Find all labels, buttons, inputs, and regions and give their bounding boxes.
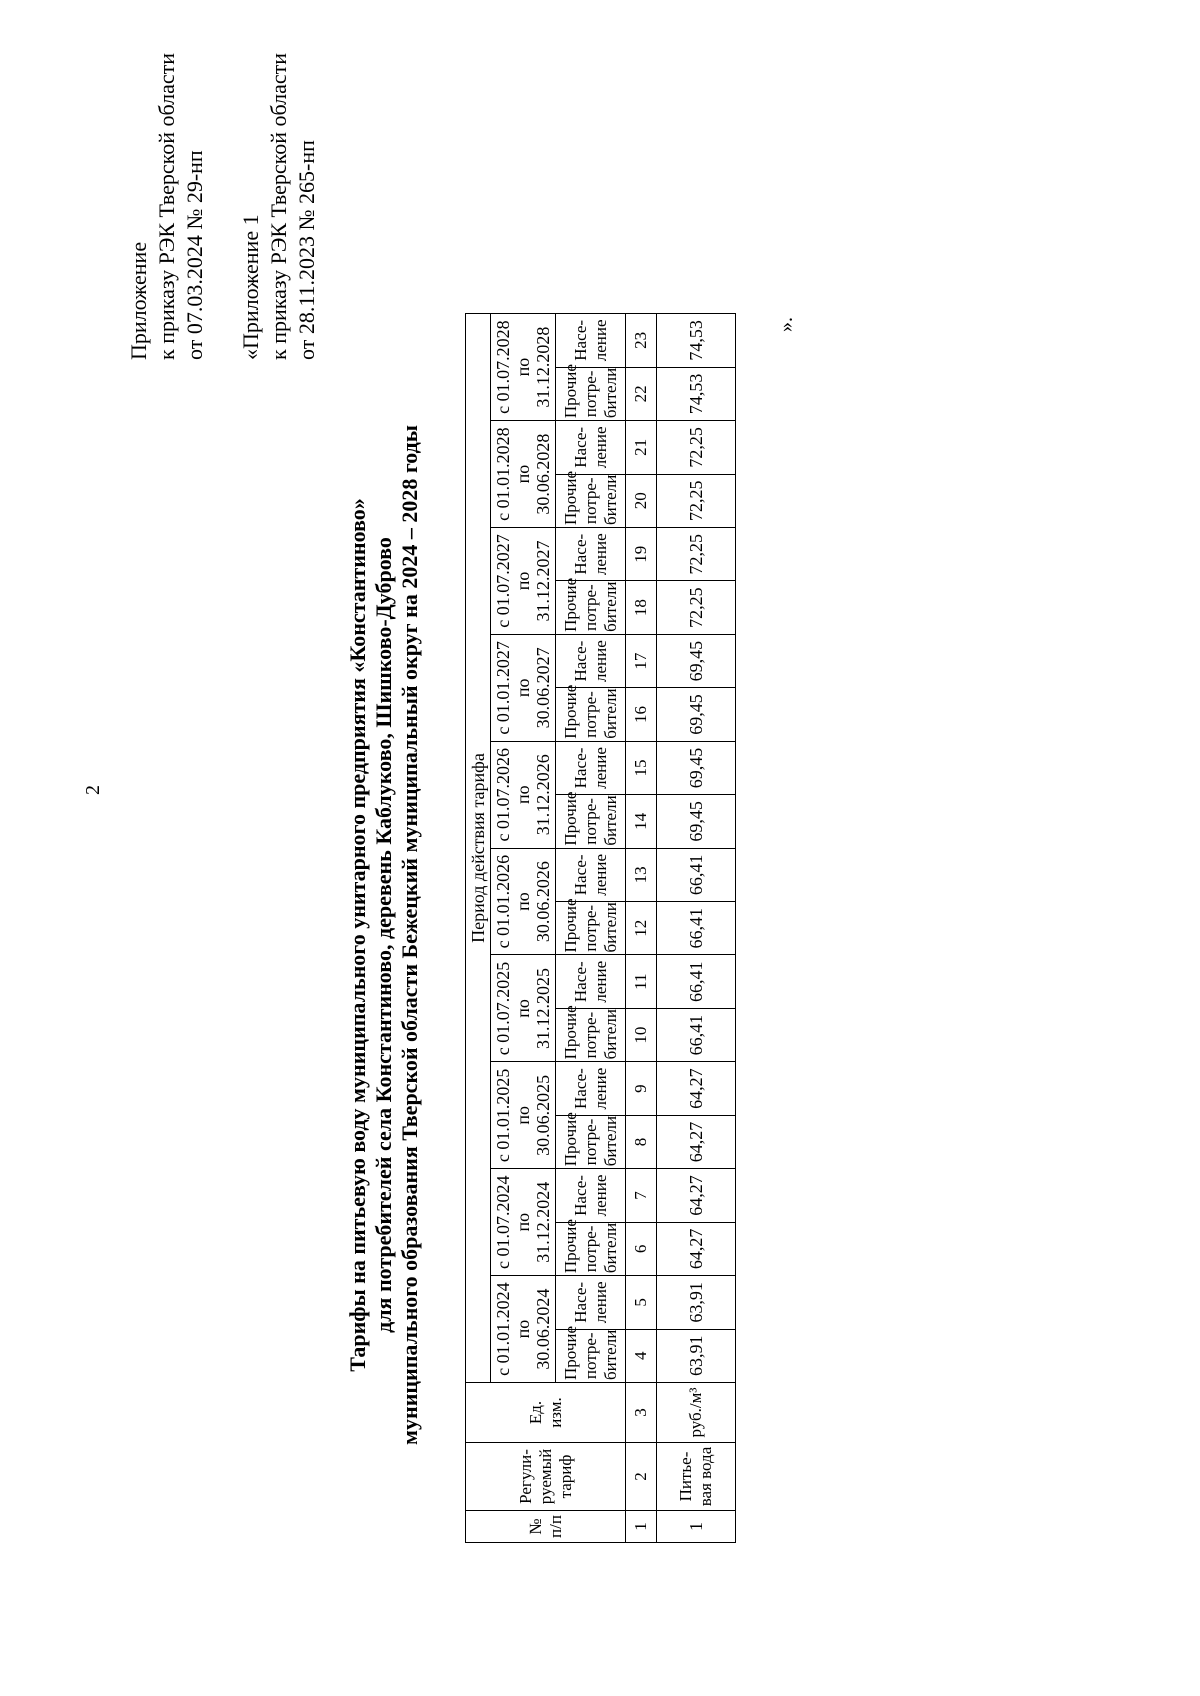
period-to: по 30.06.2025 — [513, 1074, 553, 1156]
period-from: с 01.01.2028 — [493, 427, 513, 521]
title-line: для потребителей села Константиново, деревень Каблуково, Шишково-Дуброво — [371, 537, 396, 1333]
tariff-value-cell: 74,53 — [657, 314, 736, 368]
sub-header-population: Насе-ление — [556, 848, 626, 901]
period-range-cell — [491, 741, 556, 848]
column-number-cell: 11 — [626, 955, 657, 1008]
column-number-row — [626, 314, 657, 1543]
column-number-cell: 5 — [626, 1276, 657, 1329]
tariff-value-cell: 72,25 — [657, 474, 736, 527]
appendix-line: к приказу РЭК Тверской области — [266, 52, 291, 360]
sub-header-other-consumers: Прочие потре-бители — [556, 367, 626, 420]
tariff-value-cell: 69,45 — [657, 634, 736, 687]
period-to: по 31.12.2028 — [513, 326, 553, 408]
period-from: с 01.07.2024 — [493, 1175, 513, 1269]
column-number-cell: 19 — [626, 528, 657, 581]
table-header — [466, 314, 626, 1543]
tariff-value-cell: 66,41 — [657, 955, 736, 1008]
table-row — [657, 314, 736, 1543]
sub-header-other-consumers: Прочие потре-бители — [556, 902, 626, 955]
column-number-cell: 1 — [626, 1511, 657, 1543]
period-to: по 31.12.2027 — [513, 540, 553, 622]
column-number-cell: 21 — [626, 421, 657, 474]
period-to: по 30.06.2026 — [513, 861, 553, 943]
column-number-cell: 20 — [626, 474, 657, 527]
period-to: по 31.12.2024 — [513, 1181, 553, 1263]
tariff-value-cell: 64,27 — [657, 1062, 736, 1115]
period-range-cell — [491, 955, 556, 1062]
unit-cell: руб./м³ — [657, 1383, 736, 1443]
tariff-value-cell: 64,27 — [657, 1115, 736, 1168]
column-number-cell: 3 — [626, 1383, 657, 1443]
sub-header-population: Насе-ление — [556, 955, 626, 1008]
period-from: с 01.01.2026 — [493, 854, 513, 949]
page-number: 2 — [82, 785, 104, 795]
sub-header-population: Насе-ление — [556, 1062, 626, 1115]
tariff-value-cell: 66,41 — [657, 848, 736, 901]
period-header: Период действия тарифа — [466, 314, 491, 1383]
column-number-cell: 4 — [626, 1329, 657, 1382]
column-number-cell: 9 — [626, 1062, 657, 1115]
col-header-unit: Ед. изм. — [466, 1383, 626, 1443]
tariff-value-cell: 63,91 — [657, 1329, 736, 1382]
period-range-cell — [491, 634, 556, 741]
col-header-tariff: Регули-руемый тариф — [466, 1443, 626, 1511]
tariff-value-cell: 69,45 — [657, 795, 736, 848]
column-number-cell: 8 — [626, 1115, 657, 1168]
tariff-value-cell: 69,45 — [657, 688, 736, 741]
appendix-line: к приказу РЭК Тверской области — [154, 52, 179, 360]
period-to: по 31.12.2025 — [513, 967, 553, 1049]
period-range-cell — [491, 1276, 556, 1383]
tariff-value-cell: 64,27 — [657, 1169, 736, 1222]
sub-header-other-consumers: Прочие потре-бители — [556, 1222, 626, 1275]
column-number-cell: 18 — [626, 581, 657, 634]
column-number-cell: 22 — [626, 367, 657, 420]
col-header-no: № п/п — [466, 1511, 626, 1543]
period-from: с 01.07.2025 — [493, 961, 513, 1056]
column-number-cell: 14 — [626, 795, 657, 848]
tariff-value-cell: 69,45 — [657, 741, 736, 794]
period-to: по 30.06.2027 — [513, 647, 553, 729]
row-number-cell: 1 — [657, 1511, 736, 1543]
column-number-cell: 12 — [626, 902, 657, 955]
previous-appendix-header — [237, 53, 321, 360]
tariff-value-cell: 64,27 — [657, 1222, 736, 1275]
sub-header-other-consumers: Прочие потре-бители — [556, 1008, 626, 1061]
appendix-line: от 07.03.2024 № 29-нп — [182, 150, 207, 360]
period-from: с 01.07.2028 — [493, 320, 513, 414]
period-range-cell — [491, 421, 556, 528]
tariff-name-cell: Питье-вая вода — [657, 1443, 736, 1511]
sub-header-population: Насе-ление — [556, 421, 626, 474]
closing-quote: ». — [775, 317, 797, 332]
sub-header-population: Насе-ление — [556, 1276, 626, 1329]
appendix-line: от 28.11.2023 № 265-нп — [294, 140, 319, 360]
appendix-header — [125, 53, 209, 360]
title-line: Тарифы на питьевую воду муниципального унитарного предприятия «Константиново» — [345, 498, 370, 1372]
sub-header-other-consumers: Прочие потре-бители — [556, 795, 626, 848]
tariff-value-cell: 72,25 — [657, 528, 736, 581]
sub-header-other-consumers: Прочие потре-бители — [556, 474, 626, 527]
column-number-cell: 2 — [626, 1443, 657, 1511]
sub-header-population: Насе-ление — [556, 634, 626, 687]
tariff-value-cell: 72,25 — [657, 581, 736, 634]
period-range-cell — [491, 848, 556, 955]
tariff-value-cell: 74,53 — [657, 367, 736, 420]
consumer-group-row — [556, 314, 626, 1543]
sub-header-other-consumers: Прочие потре-бители — [556, 581, 626, 634]
column-number-cell: 16 — [626, 688, 657, 741]
sub-header-other-consumers: Прочие потре-бители — [556, 1329, 626, 1382]
tariff-value-cell: 63,91 — [657, 1276, 736, 1329]
tariff-table — [465, 313, 736, 1543]
column-number-cell: 6 — [626, 1222, 657, 1275]
period-from: с 01.01.2024 — [493, 1282, 513, 1376]
period-from: с 01.01.2025 — [493, 1068, 513, 1163]
tariff-value-cell: 66,41 — [657, 1008, 736, 1061]
period-range-cell — [491, 528, 556, 635]
document-title — [345, 380, 423, 1490]
column-number-cell: 17 — [626, 634, 657, 687]
sub-header-other-consumers: Прочие потре-бители — [556, 688, 626, 741]
column-number-cell: 7 — [626, 1169, 657, 1222]
appendix-line: «Приложение 1 — [238, 214, 263, 360]
sub-header-population: Насе-ление — [556, 1169, 626, 1222]
sub-header-other-consumers: Прочие потре-бители — [556, 1115, 626, 1168]
column-number-cell: 15 — [626, 741, 657, 794]
title-line: муниципального образования Тверской области Бежецкий муниципальный округ на 2024 – 2028 годы — [397, 425, 422, 1445]
period-range-cell — [491, 314, 556, 421]
table-body — [626, 314, 736, 1543]
period-range-cell — [491, 1169, 556, 1276]
period-to: по 30.06.2028 — [513, 433, 553, 515]
column-number-cell: 13 — [626, 848, 657, 901]
period-to: по 31.12.2026 — [513, 754, 553, 836]
sub-header-population: Насе-ление — [556, 528, 626, 581]
period-to: по 30.06.2024 — [513, 1288, 553, 1370]
appendix-line: Приложение — [126, 241, 151, 360]
sub-header-population: Насе-ление — [556, 314, 626, 368]
tariff-value-cell: 72,25 — [657, 421, 736, 474]
period-from: с 01.07.2026 — [493, 747, 513, 842]
period-range-row — [491, 314, 556, 1543]
column-number-cell: 10 — [626, 1008, 657, 1061]
period-from: с 01.07.2027 — [493, 534, 513, 628]
tariff-value-cell: 66,41 — [657, 902, 736, 955]
column-number-cell: 23 — [626, 314, 657, 368]
period-range-cell — [491, 1062, 556, 1169]
period-from: с 01.01.2027 — [493, 641, 513, 735]
sub-header-population: Насе-ление — [556, 741, 626, 794]
document-page — [0, 50, 1100, 1650]
